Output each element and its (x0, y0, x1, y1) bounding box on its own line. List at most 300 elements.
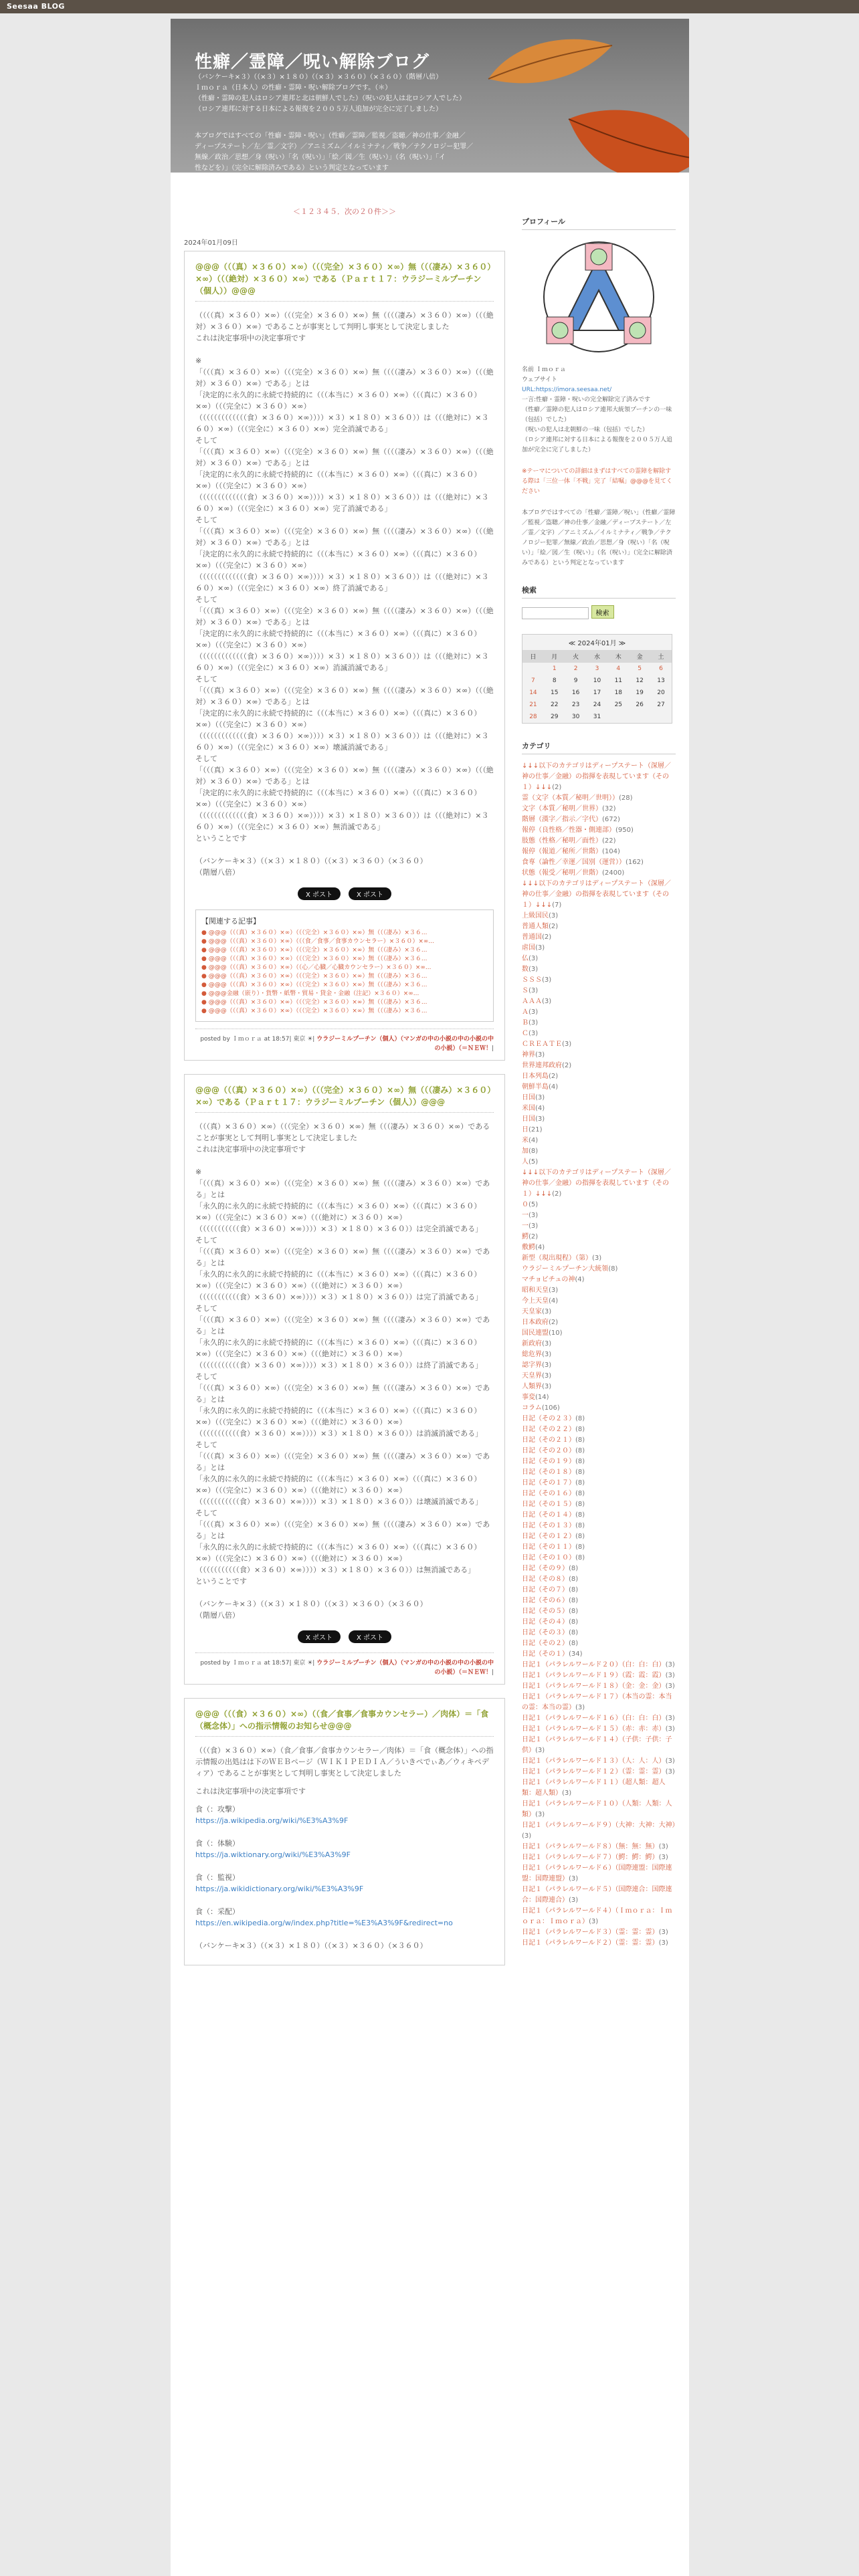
related-link[interactable]: ● @@@（（（真）×３６０）×∞）（（心／心臓／心臓カウンセラー）×３６０）×∞... (201, 964, 432, 971)
category-item[interactable] (522, 1210, 676, 1221)
category-item[interactable] (522, 1392, 676, 1403)
category-item[interactable] (522, 1510, 676, 1521)
calendar-day[interactable]: 23 (571, 702, 580, 708)
search-input[interactable] (522, 607, 589, 619)
profile-url[interactable]: URL:https://imora.seesaa.net/ (522, 387, 612, 393)
category-item[interactable] (522, 1938, 676, 1949)
category-name[interactable]: ０ (522, 1201, 529, 1208)
category-name[interactable]: 日記（その３） (522, 1629, 569, 1636)
search-heading: 検索 (522, 584, 676, 599)
calendar-day[interactable]: 29 (551, 714, 559, 720)
body-line: 「（（（真）×３６０）×∞）（（（完全）×３６０）×∞）無（（（（凄み）×３６０）×∞）（（（絶対）×３６０）×∞）である」とは (195, 368, 494, 388)
category-item[interactable] (522, 1061, 676, 1071)
category-item[interactable] (522, 1863, 676, 1885)
category-item[interactable] (522, 1146, 676, 1157)
x-post-button[interactable]: X ポスト (349, 1630, 391, 1643)
category-item[interactable] (522, 1724, 676, 1735)
calendar-day[interactable]: 4 (616, 665, 621, 672)
body-line: 「（（（真）×３６０）×∞）（（（完全）×３６０）×∞）無（（（（凄み）×３６０）×∞）（（（絶対）×３６０）×∞）である」とは (195, 686, 494, 706)
category-item[interactable] (522, 1521, 676, 1531)
category-name[interactable]: 日本列島 (522, 1073, 549, 1080)
category-name[interactable]: 日記１（パラレルワールド１５）（赤：赤：赤） (522, 1725, 666, 1733)
category-name[interactable]: 日記１（パラレルワールド５）（国際連合：国際連合：国際連合） (522, 1886, 672, 1904)
category-item[interactable] (522, 1756, 676, 1767)
category-name[interactable]: 日記１（パラレルワールド１１）（超人類：超人類：超人類） (522, 1779, 666, 1797)
category-item[interactable] (522, 1885, 676, 1906)
calendar-day[interactable]: 14 (529, 689, 537, 696)
category-item[interactable] (522, 1713, 676, 1724)
category-item[interactable] (522, 1371, 676, 1382)
category-count: (3) (535, 1811, 545, 1818)
category-item[interactable] (522, 1767, 676, 1778)
category-item[interactable] (522, 1382, 676, 1392)
related-link[interactable]: ● @@@（（（真）×３６０）×∞）（（（完全）×３６０）×∞）無（（（凄み）×３６... (201, 999, 427, 1006)
category-item[interactable] (522, 1125, 676, 1136)
category-item[interactable] (522, 1243, 676, 1253)
category-name[interactable]: 日記１（パラレルワールド９）（大神：大神：大神） (522, 1822, 679, 1829)
category-name[interactable]: 日国 (522, 1094, 535, 1101)
calendar-week (522, 687, 672, 699)
category-count: (2) (549, 1319, 559, 1326)
category-name[interactable]: 昭和天皇 (522, 1287, 549, 1294)
category-item[interactable] (522, 1339, 676, 1350)
category-item[interactable] (522, 1317, 676, 1328)
category-name[interactable]: 一 (522, 1212, 529, 1219)
category-item[interactable] (522, 1564, 676, 1574)
category-item[interactable] (522, 1136, 676, 1146)
category-item[interactable] (522, 1082, 676, 1093)
category-name[interactable]: 日本政府 (522, 1319, 549, 1326)
category-item[interactable] (522, 1852, 676, 1863)
calendar-day[interactable]: 18 (614, 689, 623, 696)
signature: （階層八倍） (195, 868, 240, 877)
category-item[interactable] (522, 1457, 676, 1467)
reference-url[interactable]: https://ja.wiktionary.org/wiki/%E3%A3%9F (195, 1850, 351, 1859)
category-item[interactable] (522, 964, 676, 975)
category-name[interactable]: ＡＡＡ (522, 998, 542, 1005)
calendar-weekday: 水 (587, 650, 608, 663)
calendar-day[interactable]: 7 (531, 677, 535, 684)
calendar-day[interactable]: 6 (659, 665, 663, 672)
body-line: 「永久的に永久的に永続で持続的に（（（本当に）×３６０）×∞）（（（真に）×３６０）×∞）（（（完全に）×３６０）×∞）（（（絶対に）×３６０）×∞） (195, 1543, 482, 1563)
category-name[interactable]: 日記１（パラレルワールド１０）（人類：人類：人類） (522, 1800, 672, 1818)
category-name[interactable]: ＳＳＳ (522, 976, 542, 984)
category-name[interactable]: 日記（その１８） (522, 1469, 575, 1476)
category-name[interactable]: 虐国 (522, 944, 535, 952)
category-item[interactable] (522, 1467, 676, 1478)
category-name[interactable]: 日記１（パラレルワールド２）（霊：霊：霊） (522, 1939, 659, 1947)
category-item[interactable] (522, 1649, 676, 1660)
category-name[interactable]: Ｃ (522, 1030, 529, 1037)
category-item[interactable] (522, 1542, 676, 1553)
category-name[interactable]: 人類界 (522, 1383, 542, 1390)
category-name[interactable]: 日記（その１５） (522, 1501, 575, 1508)
calendar-week (522, 699, 672, 711)
category-name[interactable]: 天皇家 (522, 1308, 542, 1315)
category-name[interactable]: 世界連邦政府 (522, 1062, 562, 1069)
category-item[interactable] (522, 1424, 676, 1435)
calendar-day[interactable]: 26 (636, 702, 644, 708)
body-line: 「（（（真）×３６０）×∞）（（（完全）×３６０）×∞）無（（（（凄み）×３６０）×∞）である」とは (195, 1384, 490, 1404)
category-list (522, 761, 679, 1949)
calendar-day[interactable]: 3 (595, 665, 599, 672)
category-name[interactable]: 日記（その１４） (522, 1511, 575, 1519)
category-name[interactable]: 食専（論性／幸運／国別（運営）） (522, 859, 626, 866)
category-item[interactable] (522, 1778, 676, 1799)
category-item[interactable] (522, 1735, 676, 1756)
blog-container (171, 19, 689, 2576)
category-item[interactable] (522, 1628, 676, 1638)
calendar-day[interactable]: 19 (636, 689, 644, 696)
x-post-button[interactable]: X ポスト (298, 887, 341, 900)
category-item[interactable] (522, 1221, 676, 1232)
category-name[interactable]: 日記１（パラレルワールド１７）（本当の霊：本当の霊：本当の霊） (522, 1693, 672, 1711)
category-item[interactable] (522, 1114, 676, 1125)
category-item[interactable] (522, 1328, 676, 1339)
search-button[interactable]: 検索 (591, 605, 614, 619)
calendar-day[interactable]: 13 (657, 677, 665, 684)
category-item[interactable] (522, 1596, 676, 1606)
category-item[interactable] (522, 793, 676, 804)
category-name[interactable]: 日記（その１１） (522, 1543, 575, 1551)
category-name[interactable]: 普通人類 (522, 923, 549, 930)
category-name[interactable]: 日国 (522, 1115, 535, 1123)
category-name[interactable]: 日記（その１６） (522, 1490, 575, 1497)
reference-url[interactable]: https://en.wikipedia.org/w/index.php?title=%E3%A3%9F&redirect=no (195, 1919, 453, 1927)
category-item[interactable] (522, 1574, 676, 1585)
category-name[interactable]: 日記１（パラレルワールド６）（国際連盟：国際連盟：国際連盟） (522, 1864, 672, 1883)
category-name[interactable]: 日記１（パラレルワールド３）（霊：霊：霊） (522, 1929, 659, 1936)
category-name[interactable]: ウラジーミルプーチン大統領 (522, 1265, 609, 1273)
calendar-weekday: 木 (607, 650, 629, 663)
category-name[interactable]: 日記（その２０） (522, 1447, 575, 1455)
calendar-day[interactable]: 10 (593, 677, 601, 684)
category-item[interactable] (522, 1007, 676, 1018)
category-item[interactable] (522, 954, 676, 964)
category-name[interactable]: 日記（その５） (522, 1608, 569, 1615)
category-name[interactable]: 日記１（パラレルワールド１２）（霊：霊：霊） (522, 1768, 666, 1776)
calendar-day[interactable]: 20 (657, 689, 665, 696)
category-item[interactable] (522, 1018, 676, 1029)
category-name[interactable]: 日記１（パラレルワールド１９）（霞：霞：霞） (522, 1672, 666, 1679)
related-link[interactable]: ● @@@（（（真）×３６０）×∞）（（（完全）×３６０）×∞）無（（（凄み）×３６... (201, 982, 427, 988)
category-name[interactable]: 国民連盟 (522, 1329, 549, 1337)
category-name[interactable]: 日記（その６） (522, 1597, 569, 1604)
category-name[interactable]: 日 (522, 1126, 529, 1134)
body-line: （（（（（（（（（（（食）×３６０）×∞））））×３）×１８０）×３６０））は壊滅消滅である」 (195, 1497, 483, 1506)
category-item[interactable] (522, 1553, 676, 1564)
calendar-day[interactable]: 2 (573, 665, 578, 672)
category-item[interactable] (522, 1414, 676, 1424)
category-name[interactable]: 日記（その９） (522, 1565, 569, 1572)
related-link[interactable]: ● @@@（（（真）×３６０）×∞）（（（完全）×３６０）×∞）無（（（凄み）×３６... (201, 973, 427, 980)
category-name[interactable]: 日記（その２２） (522, 1426, 575, 1433)
category-name[interactable]: 日記１（パラレルワールド８）（無：無：無） (522, 1843, 659, 1850)
post-meta-tail: | (491, 1669, 494, 1676)
category-item[interactable] (522, 922, 676, 932)
category-item[interactable] (522, 1799, 676, 1820)
category-count: (8) (575, 1479, 585, 1487)
category-name[interactable]: 霊（文字（本質／秘明／世明）） (522, 794, 619, 802)
category-name[interactable]: Ａ (522, 1008, 529, 1016)
category-name[interactable]: 日記（その２１） (522, 1436, 575, 1444)
body-line: （（（（（（（（（（（食）×３６０）×∞））））×３）×１８０）×３６０））は完全消滅である」 (195, 1224, 483, 1233)
category-name[interactable]: 報停（良性格／性器・側連部） (522, 827, 615, 834)
category-item[interactable] (522, 1157, 676, 1168)
category-name[interactable]: マチョビチュの神 (522, 1276, 575, 1283)
related-link[interactable]: ● @@@（（（真）×３６０）×∞）（（（完全）×３６０）×∞）無（（（凄み）×３６... (201, 956, 427, 962)
category-count: (8) (575, 1436, 585, 1444)
brand-logo[interactable]: Seesaa BLOG (7, 2, 65, 11)
related-link[interactable]: ● @@@（（（真）×３６０）×∞）（（（完全）×３６０）×∞）無（（（凄み）×３６... (201, 1008, 427, 1014)
category-item[interactable] (522, 1093, 676, 1103)
category-name[interactable]: 天皇界 (522, 1372, 542, 1380)
blog-title[interactable]: 性癖／霊障／呪い解除ブログ (195, 52, 430, 72)
body-line: 「（（（真）×３６０）×∞）（（（完全）×３６０）×∞）無（（（（凄み）×３６０）×∞）（（（絶対）×３６０）×∞）である」とは (195, 527, 494, 547)
calendar-title[interactable]: ≪ 2024年01月 ≫ (568, 640, 626, 647)
category-name[interactable]: 事変 (522, 1394, 535, 1401)
category-name[interactable]: 報停（報道／秘所／世階） (522, 848, 602, 855)
calendar-day[interactable]: 9 (573, 677, 578, 684)
category-item[interactable] (522, 1307, 676, 1317)
calendar-day[interactable]: 27 (657, 702, 665, 708)
category-item[interactable] (522, 1692, 676, 1713)
pagination[interactable]: ＜１２３４５．次の２０件＞＞ (293, 207, 396, 216)
spacer (195, 1155, 494, 1166)
calendar-day[interactable]: 17 (593, 689, 601, 696)
category-item[interactable] (522, 1103, 676, 1114)
category-name[interactable]: 日記１（パラレルワールド７）（鰐：鰐：鰐） (522, 1854, 659, 1861)
category-item[interactable] (522, 1606, 676, 1617)
category-count: (3) (542, 1362, 552, 1369)
category-item[interactable] (522, 879, 676, 911)
body-line: 「永久的に永久的に永続で持続的に（（（本当に）×３６０）×∞）（（（真に）×３６０）×∞）（（（完全に）×３６０）×∞）（（（絶対に）×３６０）×∞） (195, 1202, 482, 1222)
category-name[interactable]: 日記１（パラレルワールド１４）（子供：子供：子供） (522, 1736, 672, 1754)
category-name[interactable]: 認字界 (522, 1362, 542, 1369)
post-body (195, 310, 494, 878)
category-count: (3) (589, 1918, 599, 1925)
category-item[interactable] (522, 1820, 679, 1842)
category-count: (672) (602, 816, 620, 823)
category-item[interactable] (522, 986, 676, 996)
category-item[interactable] (522, 932, 676, 943)
category-name[interactable]: 日記（その１２） (522, 1533, 575, 1540)
category-item[interactable] (522, 857, 676, 868)
category-name[interactable]: 新政府 (522, 1340, 542, 1348)
category-name[interactable]: 鰐 (522, 1233, 529, 1241)
calendar-day[interactable]: 16 (571, 689, 580, 696)
category-name[interactable]: 普通国 (522, 934, 542, 941)
category-name[interactable]: 日記１（パラレルワールド１３）（人：人：人） (522, 1757, 666, 1765)
category-name[interactable]: 日記（その１） (522, 1650, 569, 1658)
category-name[interactable]: 朝鮮半島 (522, 1083, 549, 1091)
category-item[interactable] (522, 1232, 676, 1243)
category-name[interactable]: 日記（その１９） (522, 1458, 575, 1465)
category-item[interactable] (522, 825, 676, 836)
post-title[interactable]: @@@（（（真）×３６０）×∞）（（（完全）×３６０）×∞）無（（（凄み）×３６０）×∞）である（Ｐａｒｔ１７：ウラジーミルプーチン（個人））@@@ (195, 1084, 494, 1113)
calendar-day[interactable]: 11 (614, 677, 623, 684)
reference-url[interactable]: https://ja.wikipedia.org/wiki/%E3%A3%9F (195, 1816, 349, 1825)
calendar-day[interactable]: 8 (552, 677, 557, 684)
calendar-day[interactable]: 30 (571, 714, 580, 720)
category-item[interactable] (522, 1296, 676, 1307)
calendar-day[interactable]: 28 (529, 714, 537, 720)
calendar-weekday: 日 (522, 650, 544, 663)
category-item[interactable] (522, 1168, 676, 1200)
category-count: (3) (529, 1008, 539, 1016)
category-name[interactable]: 状態（報受／秘明／世階） (522, 869, 602, 877)
category-count: (14) (535, 1394, 549, 1401)
calendar-day[interactable]: 1 (552, 665, 557, 672)
category-item[interactable] (522, 1050, 676, 1061)
category-item[interactable] (522, 1585, 676, 1596)
category-item[interactable] (522, 1681, 676, 1692)
category-count: (8) (569, 1565, 579, 1572)
category-item[interactable] (522, 1039, 676, 1050)
category-item[interactable] (522, 1446, 676, 1457)
category-name[interactable]: 日記（その１３） (522, 1522, 575, 1529)
category-name[interactable]: 新型（現出現程）（第） (522, 1255, 592, 1262)
calendar-weekday: 月 (544, 650, 565, 663)
body-line: そして (195, 516, 217, 524)
calendar-day[interactable]: 22 (551, 702, 559, 708)
category-name[interactable]: 文字（本質／秘明／世界） (522, 805, 602, 813)
category-name[interactable]: 肢態（性格／秘明／面性） (522, 837, 602, 845)
category-name[interactable]: 今上天皇 (522, 1297, 549, 1305)
category-name[interactable]: ↓↓↓以下のカテゴリはディープステート（深層／神の仕事／金融）の指揮を表現しています（その１）↓↓↓ (522, 762, 671, 791)
related-link[interactable]: ● @@@（（（真）×３６０）×∞）（（（完全）×３６０）×∞）無（（（凄み）×３６... (201, 947, 427, 954)
calendar-day[interactable]: 5 (638, 665, 642, 672)
category-item[interactable] (522, 1638, 676, 1649)
body-line: （（（（（（（（（（（（（食）×３６０）×∞））））×３）×１８０）×３６０））は（（（絶対に）×３６０）×∞）（（（完全に）×３６０）×∞）無消滅である」 (195, 811, 489, 831)
category-item[interactable] (522, 1435, 676, 1446)
category-count: (2) (552, 1190, 562, 1198)
category-item[interactable] (522, 911, 676, 922)
category-item[interactable] (522, 1671, 676, 1681)
category-name[interactable]: 人 (522, 1158, 529, 1166)
x-post-button[interactable]: X ポスト (298, 1630, 341, 1643)
category-name[interactable]: ↓↓↓以下のカテゴリはディープステート（深層／神の仕事／金融）の指揮を表現しています（その１）↓↓↓ (522, 1169, 671, 1198)
blog-subtitle: （バンケーキ×３）（（×３）×１８０）（（×３）×３６０）（×３６０）（階層八倍） Ｉｍｏｒａ（日本人）の性癖・霊障・呪い解除ブログです。（＊） （性癖・霊障の犯人はロシア連邦と北は朝鮮人でした）（呪いの犯人は北ロシア人でした） （ロシア連邦に対する日本による報復を２００５万人追加が完全に完了しました） (195, 74, 466, 113)
category-name[interactable]: 数 (522, 966, 529, 973)
post-title[interactable]: @@@（（（食）×３６０）×∞）（（食／食事／食事カウンセラー）／肉体）＝「食（概念体）」への指示情報のお知らせ@@@ (195, 1708, 494, 1737)
calendar-day[interactable]: 12 (636, 677, 644, 684)
reference-label: 食（：体験） (195, 1839, 240, 1848)
category-item[interactable] (522, 804, 676, 815)
category-name[interactable]: 敷鰐 (522, 1244, 535, 1251)
category-item[interactable] (522, 1029, 676, 1039)
category-item[interactable] (522, 815, 676, 825)
post-category-link[interactable]: ウラジーミルプーチン（個人）（マンガの中の小説の中の小説の中の小説）（＝ＮＥＷ！ (316, 1660, 494, 1676)
category-item[interactable] (522, 1275, 676, 1285)
post-category-link[interactable]: ウラジーミルプーチン（個人）（マンガの中の小説の中の小説の中の小説）（＝ＮＥＷ！ (316, 1036, 494, 1052)
category-name[interactable]: 加 (522, 1148, 529, 1155)
category-name[interactable]: 一 (522, 1222, 529, 1230)
seesaa-topbar[interactable] (0, 0, 859, 13)
calendar-day[interactable]: 15 (551, 689, 559, 696)
calendar-day[interactable]: 21 (529, 702, 537, 708)
category-item[interactable] (522, 1478, 676, 1489)
category-item[interactable] (522, 1285, 676, 1296)
category-item[interactable] (522, 1403, 676, 1414)
category-item[interactable] (522, 1499, 676, 1510)
body-line: （（（（（（（（（（（食）×３６０）×∞））））×３）×１８０）×３６０））は完了消滅である」 (195, 1293, 483, 1301)
category-item[interactable] (522, 1360, 676, 1371)
post-title[interactable]: @@@（（（真）×３６０）×∞）（（（完全）×３６０）×∞）無（（（凄み）×３６０）×∞）（（（絶対）×３６０）×∞）である（Ｐａｒｔ１７：ウラジーミルプーチン（個人））@@@ (195, 261, 494, 302)
category-name[interactable]: 仏 (522, 955, 529, 962)
category-name[interactable]: 日記（その１７） (522, 1479, 575, 1487)
category-name[interactable]: 日記（その７） (522, 1586, 569, 1594)
category-item[interactable] (522, 1350, 676, 1360)
category-item[interactable] (522, 975, 676, 986)
category-item[interactable] (522, 1617, 676, 1628)
category-name[interactable]: 上級国民 (522, 912, 549, 920)
category-item[interactable] (522, 761, 676, 793)
category-name[interactable]: 日記（その１０） (522, 1554, 575, 1562)
related-articles (195, 909, 494, 1022)
category-item[interactable] (522, 868, 676, 879)
category-item[interactable] (522, 1489, 676, 1499)
calendar-day[interactable]: 25 (614, 702, 623, 708)
category-name[interactable]: 米 (522, 1137, 529, 1144)
category-count: (3) (542, 976, 552, 984)
category-count: (8) (569, 1586, 579, 1594)
category-name[interactable]: Ｓ (522, 987, 529, 994)
category-name[interactable]: 日記１（パラレルワールド１６）（白：白：白） (522, 1715, 666, 1722)
category-name[interactable]: ↓↓↓以下のカテゴリはディープステート（深層／神の仕事／金融）の指揮を表現しています（その１）↓↓↓ (522, 880, 671, 909)
category-name[interactable]: 日記１（パラレルワールド２０）（白：白：白） (522, 1661, 666, 1669)
calendar-day[interactable]: 31 (593, 714, 601, 720)
main-column (184, 193, 505, 1979)
category-item[interactable] (522, 847, 676, 857)
category-item[interactable] (522, 1842, 676, 1852)
category-name[interactable]: 日記（その２） (522, 1640, 569, 1647)
category-name[interactable]: 日記（その４） (522, 1618, 569, 1626)
related-link[interactable]: ● @@@（（（真）×３６０）×∞）（（（完全）×３６０）×∞）無（（（凄み）×３６... (201, 930, 427, 936)
x-post-button[interactable]: X ポスト (349, 887, 391, 900)
category-item[interactable] (522, 943, 676, 954)
category-name[interactable]: 米国 (522, 1105, 535, 1112)
category-item[interactable] (522, 1071, 676, 1082)
category-name[interactable]: 日記１（パラレルワールド１８）（金：金：金） (522, 1683, 666, 1690)
category-item[interactable] (522, 1200, 676, 1210)
category-item[interactable] (522, 1660, 676, 1671)
category-count: (8) (575, 1415, 585, 1422)
category-item[interactable] (522, 836, 676, 847)
category-item[interactable] (522, 1531, 676, 1542)
share-buttons (195, 887, 494, 900)
category-count: (4) (535, 1105, 545, 1112)
category-name[interactable]: 総危界 (522, 1351, 542, 1358)
category-item[interactable] (522, 1927, 676, 1938)
category-name[interactable]: 日記（その２３） (522, 1415, 575, 1422)
category-item[interactable] (522, 1906, 676, 1927)
category-item[interactable] (522, 996, 676, 1007)
related-link[interactable]: ● @@@（（（真）×３６０）×∞）（（（食／食事／食事カウンセラー）×３６０）×∞... (201, 938, 434, 945)
reference-url[interactable]: https://ja.wikidictionary.org/wiki/%E3%A3%9F (195, 1885, 364, 1893)
category-item[interactable] (522, 1264, 676, 1275)
category-name[interactable]: 日記１（パラレルワールド４）（Ｉｍｏｒａ：Ｉｍｏｒａ：Ｉｍｏｒａ） (522, 1907, 672, 1925)
category-name[interactable]: 階層（漢字／指示／字代） (522, 816, 602, 823)
category-name[interactable]: 日記（その８） (522, 1576, 569, 1583)
category-name[interactable]: ＣＲＥＡＴＥ (522, 1041, 562, 1048)
category-name[interactable]: Ｂ (522, 1019, 529, 1027)
related-link[interactable]: ● @@@金融（嵌り）・貨幣・紙幣・貿易・貸金・金融（注記）×３６０）×∞... (201, 990, 419, 997)
category-item[interactable] (522, 1253, 676, 1264)
category-name[interactable]: 神界 (522, 1051, 535, 1059)
category-name[interactable]: コラム (522, 1404, 542, 1412)
calendar-day[interactable]: 24 (593, 702, 601, 708)
